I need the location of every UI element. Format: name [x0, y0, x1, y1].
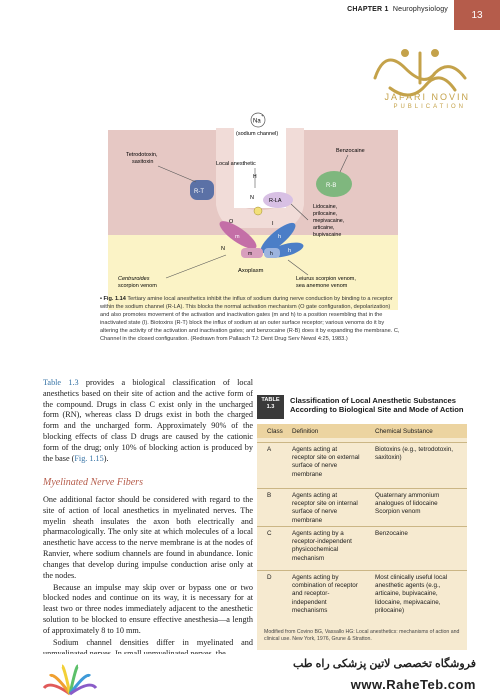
table-ref-link[interactable]: Table 1.3 [43, 378, 79, 387]
centruroides-label: Centruroides [118, 276, 150, 282]
sodium-channel-figure [108, 110, 398, 310]
page-number: 13 [454, 0, 500, 30]
leiurus-label2: sea anemone venom [296, 283, 348, 289]
la-list-2: mepivacaine, [313, 218, 345, 224]
h-label-top: H [253, 174, 257, 180]
centruroides-label2: scorpion venom [118, 283, 157, 289]
la-list-3: articaine, [313, 225, 335, 231]
m-label: m [235, 234, 240, 240]
sodium-channel-label: (sodium channel) [236, 131, 279, 137]
table-row: A Agents acting at receptor site on external surface of nerve membrane Biotoxins (e.g., tetrodotoxin, saxitoxin) [257, 442, 467, 487]
chapter-label: CHAPTER 1 [347, 6, 389, 13]
local-anesthetic-label: Local anesthetic [216, 161, 256, 167]
figure-ref-link[interactable]: Fig. 1.15 [74, 453, 104, 463]
table-title: Classification of Local Anesthetic Substances According to Biological Site and Mode of Action [290, 396, 464, 415]
la-list-0: Lidocaine, [313, 204, 338, 210]
caption-text: Tertiary amine local anesthetics inhibit the influx of sodium during nerve conduction by binding to a receptor within the sodium channel (R-LA). This blocks the normal activation mechanism (O gate configuration, depolarization) and also promotes movement of the activation and inactivation gates (m and h) to a position resembling that in the inactivated state (I). Biotoxins (R-T) block the influx of sodium at an outer surface receptor; various venoms do it by altering the activity of the activation and inactivation gates; and benzocaine (R-B) does it by expanding the membrane. C, Channel in the closed configuration. (Redrawn from Pallasch TJ: Dent Drug Serv Newsl 4:25, 1983.) [100, 296, 400, 342]
leiurus-label: Leiurus scorpion venom, [296, 276, 356, 282]
banner-url-link[interactable]: www.RaheTeb.com [350, 677, 476, 692]
table-footnote: Modified from Covino BG, Vassallo HG: Local anesthetics: mechanisms of action and clinical use. New York, 1976, Grune & Stratton. [264, 629, 460, 642]
i-label: I [272, 221, 274, 227]
body-text-section [43, 495, 253, 660]
classification-table [257, 424, 467, 650]
paragraph-4: Sodium channel densities differ in myelinated and [53, 637, 253, 647]
running-header [347, 6, 448, 13]
table-row: C Agents acting by a receptor-independent physicochemical mechanism Benzocaine [257, 526, 467, 571]
rla-label: R-LA [269, 198, 282, 204]
rb-label: R-B [326, 183, 337, 189]
m-channel-label: m [248, 251, 253, 257]
h-channel-label: h [270, 251, 273, 257]
paragraph-1: Table 1.3 provides a biological classification of local anesthetics based on their site of action and the active form of the compound. Drugs in class C exist only in the uncharged form (RN), whereas class D drugs exist in both the charged form and the uncharged form. Approximately 90% of the blocking effects of class D drugs are caused by the cationic form of the drug; only 10% of blocking action is produced by the base (Fig. 1.15). [43, 378, 253, 463]
ttx-label: Tetrodotoxin, [126, 152, 158, 158]
header-definition: Definition [292, 428, 319, 435]
banner-persian-text: فروشگاه تخصصی لاتین پزشکی راه طب [292, 658, 476, 670]
table-number-badge: TABLE 1.3 [257, 395, 284, 419]
ttx-label2: saxitoxin [132, 159, 154, 165]
n-bottom-label: N [221, 246, 225, 252]
caption-label: • Fig. 1.14 [100, 296, 126, 302]
table-row: D Agents acting by combination of receptor and receptor-independent mechanisms Most clinically useful local anesthetic agents (e.g., articaine, bupivacaine, lidocaine, mepivacaine, prilocaine) [257, 570, 467, 623]
chapter-title: Neurophysiology [392, 6, 448, 13]
la-list-1: prilocaine, [313, 211, 338, 217]
na-sup: + [261, 113, 264, 118]
bookstore-logo-icon [40, 660, 100, 698]
header-chemical: Chemical Substance [375, 428, 433, 435]
table-row: B Agents acting at receptor site on internal surface of nerve membrane Quaternary ammonium analogues of lidocaine Scorpion venom [257, 488, 467, 527]
paragraph-3: Because an impulse may skip over or bypass one or two blocked nodes and continue on its way, it is necessary for at least two or three nodes immediately adjacent to the anesthetic solution to be blocked to ensure effective anesthesia—a length of approximately 8 to 10 mm. [43, 582, 253, 635]
figure-caption [100, 296, 400, 344]
la-list-4: bupivacaine [313, 232, 342, 238]
table-header-row [257, 424, 467, 438]
watermark-line2: PUBLICATION [393, 104, 466, 110]
axoplasm-label: Axoplasm [238, 268, 264, 274]
h-label-2: h [288, 248, 292, 254]
n-label: N [250, 195, 254, 201]
rt-label: R-T [194, 189, 204, 195]
paragraph-2: One additional factor should be considered with regard to the site of action of local anesthetics in myelinated nerves. The myelin sheath insulates the axon both electrically and pharmacologically. The only site at which molecules of a local anesthetic have access to the nerve membrane is at the nodes of Ranvier, where sodium channels are found in abundance. Ionic changes that develop during impulse conduction arise only at the nodes. [43, 495, 253, 580]
o-label: O [229, 219, 234, 225]
section-heading: Myelinated Nerve Fibers [43, 477, 143, 488]
h-label: h [278, 234, 282, 240]
na-label: Na [253, 118, 261, 125]
header-class: Class [267, 428, 283, 435]
watermark-line1: JAFARI NOVIN [384, 92, 470, 102]
benzocaine-label: Benzocaine [336, 148, 365, 154]
